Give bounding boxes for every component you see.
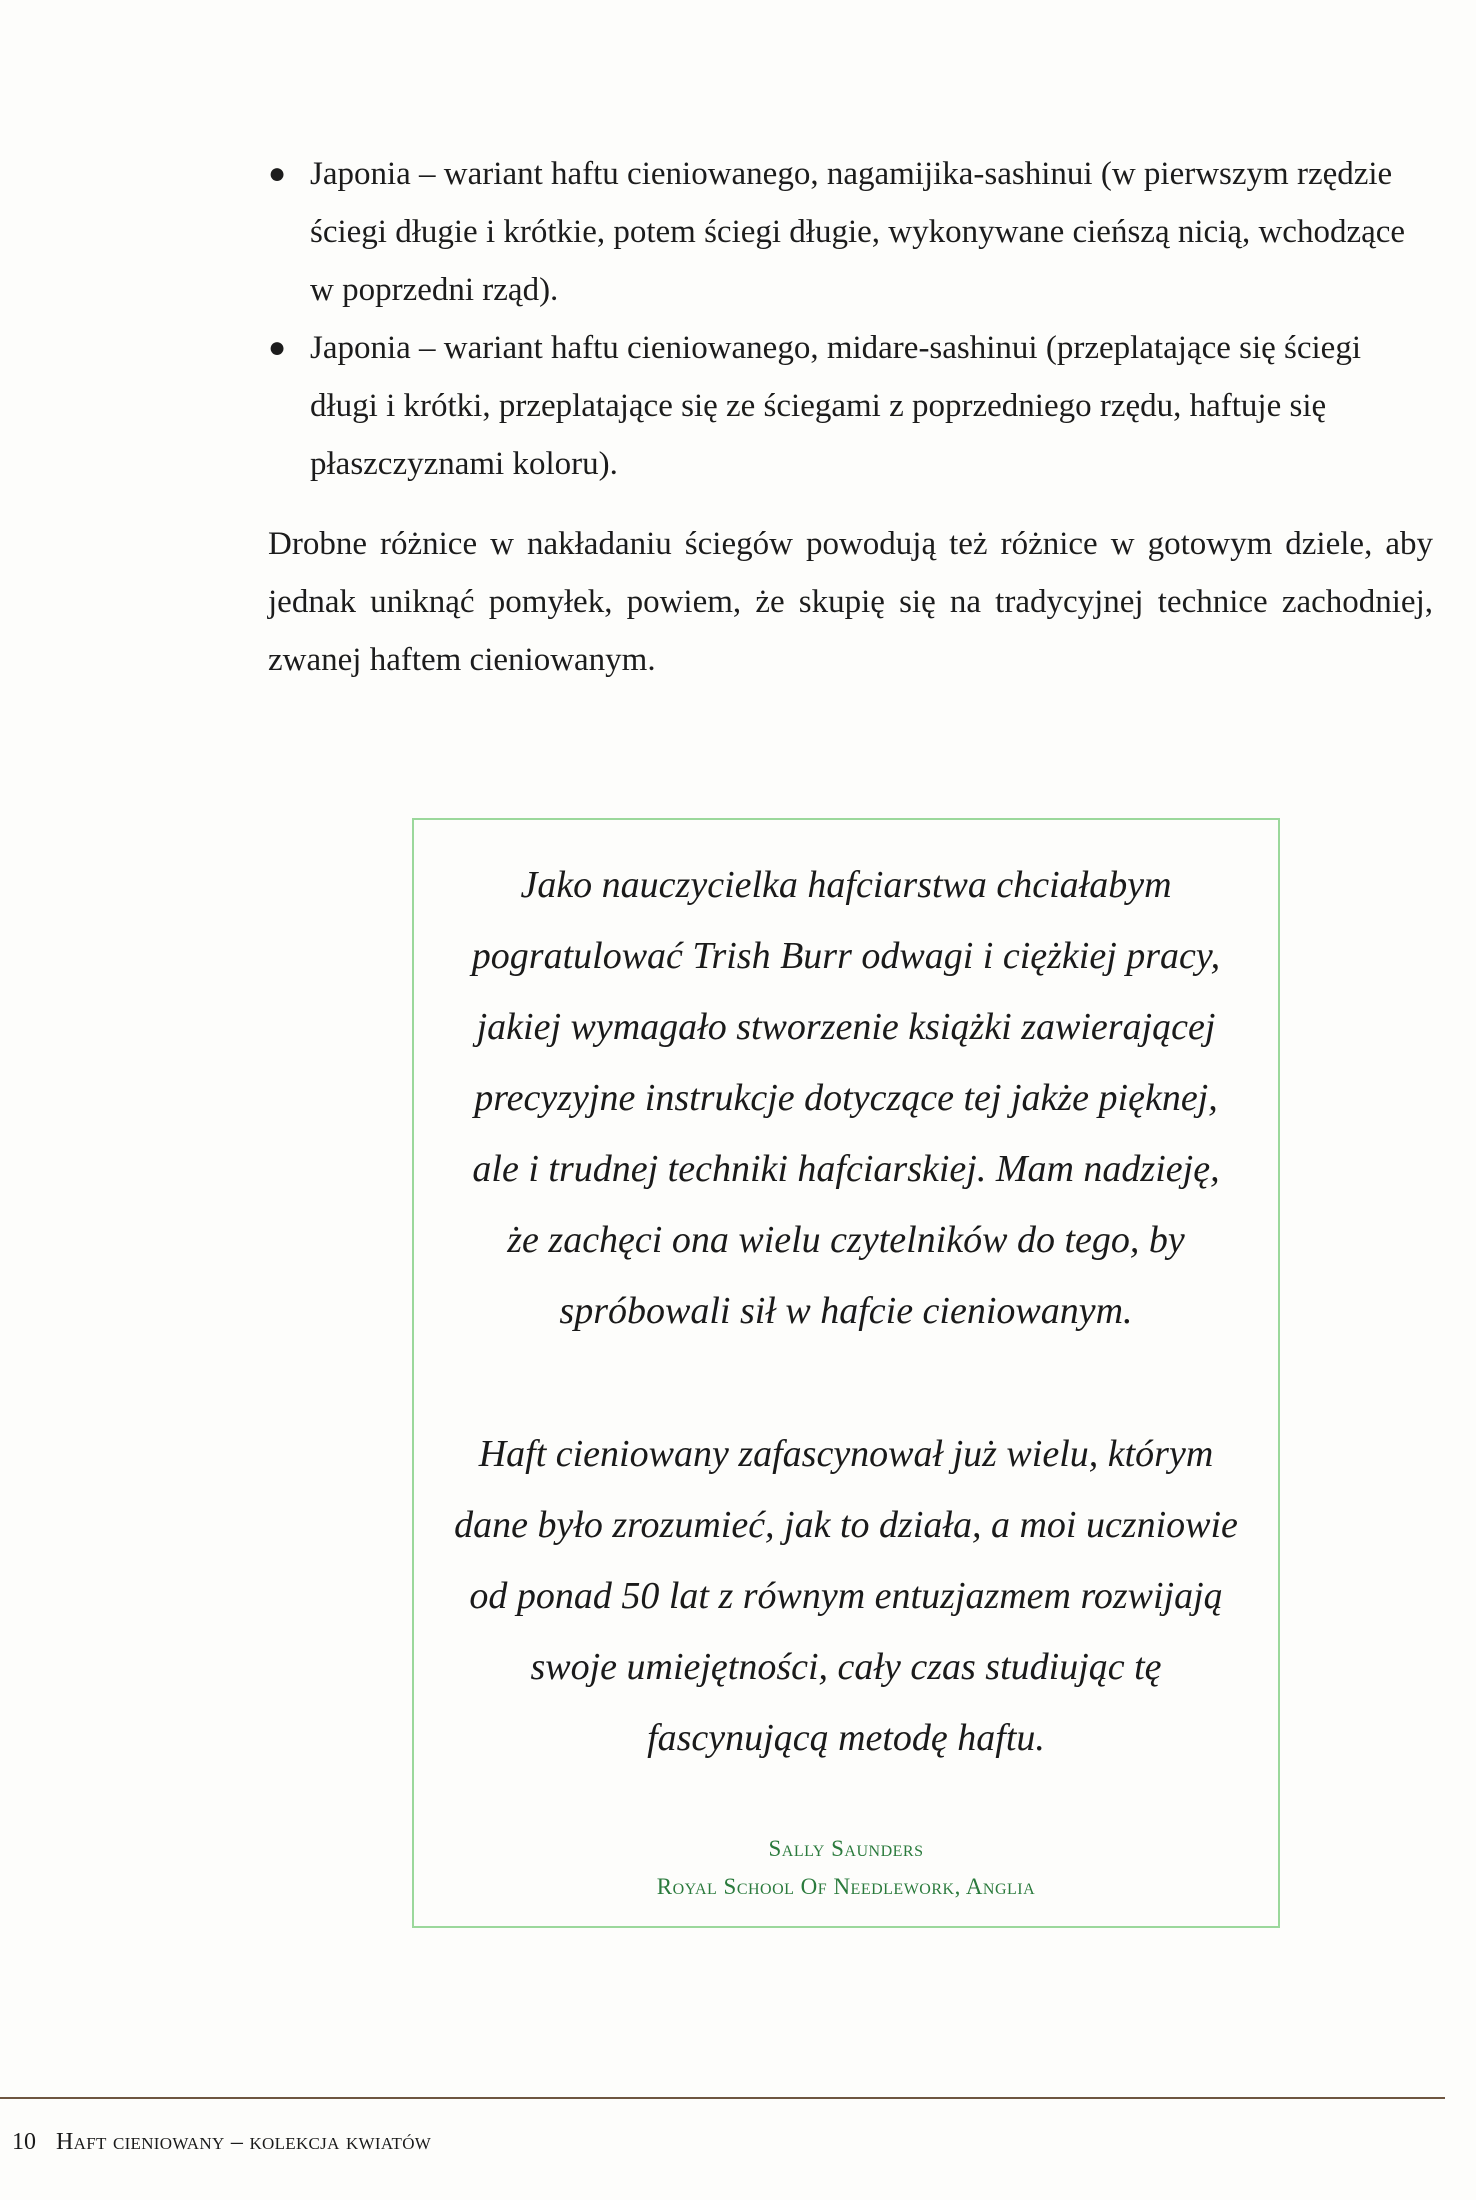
bullet-text: Japonia – wariant haftu cieniowanego, midare-sashinui (przeplatające się ściegi długi i krótki, przeplatające się ze ściegami z poprzedniego rzędu, haftuje się płaszczyznami koloru).: [310, 330, 1361, 482]
bullet-item: [268, 319, 1418, 493]
running-title: Haft cieniowany – kolekcja kwiatów: [56, 2129, 432, 2155]
testimonial-paragraph-1: Jako nauczycielka hafciarstwa chciałabym pogratulować Trish Burr odwagi i ciężkiej pracy, jakiej wymagało stworzenie książki zawierającej precyzyjne instrukcje dotyczące tej jakże pięknej, ale i trudnej techniki hafciarskiej. Mam nadzieję, że zachęci ona wielu czytelników do tego, by spróbowali sił w hafcie cieniowanym.: [471, 864, 1221, 1332]
bullet-text: Japonia – wariant haftu cieniowanego, nagamijika-sashinui (w pierwszym rzędzie ściegi długie i krótkie, potem ściegi długie, wykonywane cieńszą nicią, wchodzące w poprzedni rząd).: [310, 156, 1406, 308]
bullet-icon: ●: [268, 331, 287, 364]
footer-rule: [0, 2097, 1445, 2099]
page-number: 10: [12, 2129, 36, 2155]
page-footer: [12, 2125, 431, 2159]
author-name: Sally Saunders: [768, 1836, 924, 1861]
testimonial-paragraph-2: Haft cieniowany zafascynował już wielu, którym dane było zrozumieć, jak to działa, a moi uczniowie od ponad 50 lat z równym entuzjazmem rozwijają swoje umiejętności, cały czas studiując tę fascynującą metodę haftu.: [454, 1433, 1238, 1759]
bullet-list: [268, 145, 1418, 493]
testimonial-box: [412, 818, 1280, 1928]
bullet-icon: ●: [268, 157, 287, 190]
testimonial-signature: [454, 1830, 1238, 1906]
author-affiliation: Royal School Of Needlework, Anglia: [656, 1874, 1036, 1899]
bullet-item: [268, 145, 1418, 319]
body-paragraph: Drobne różnice w nakładaniu ściegów powodują też różnice w gotowym dziele, aby jednak uniknąć pomyłek, powiem, że skupię się na tradycyjnej technice zachodniej, zwanej haftem cieniowanym.: [268, 526, 1433, 678]
